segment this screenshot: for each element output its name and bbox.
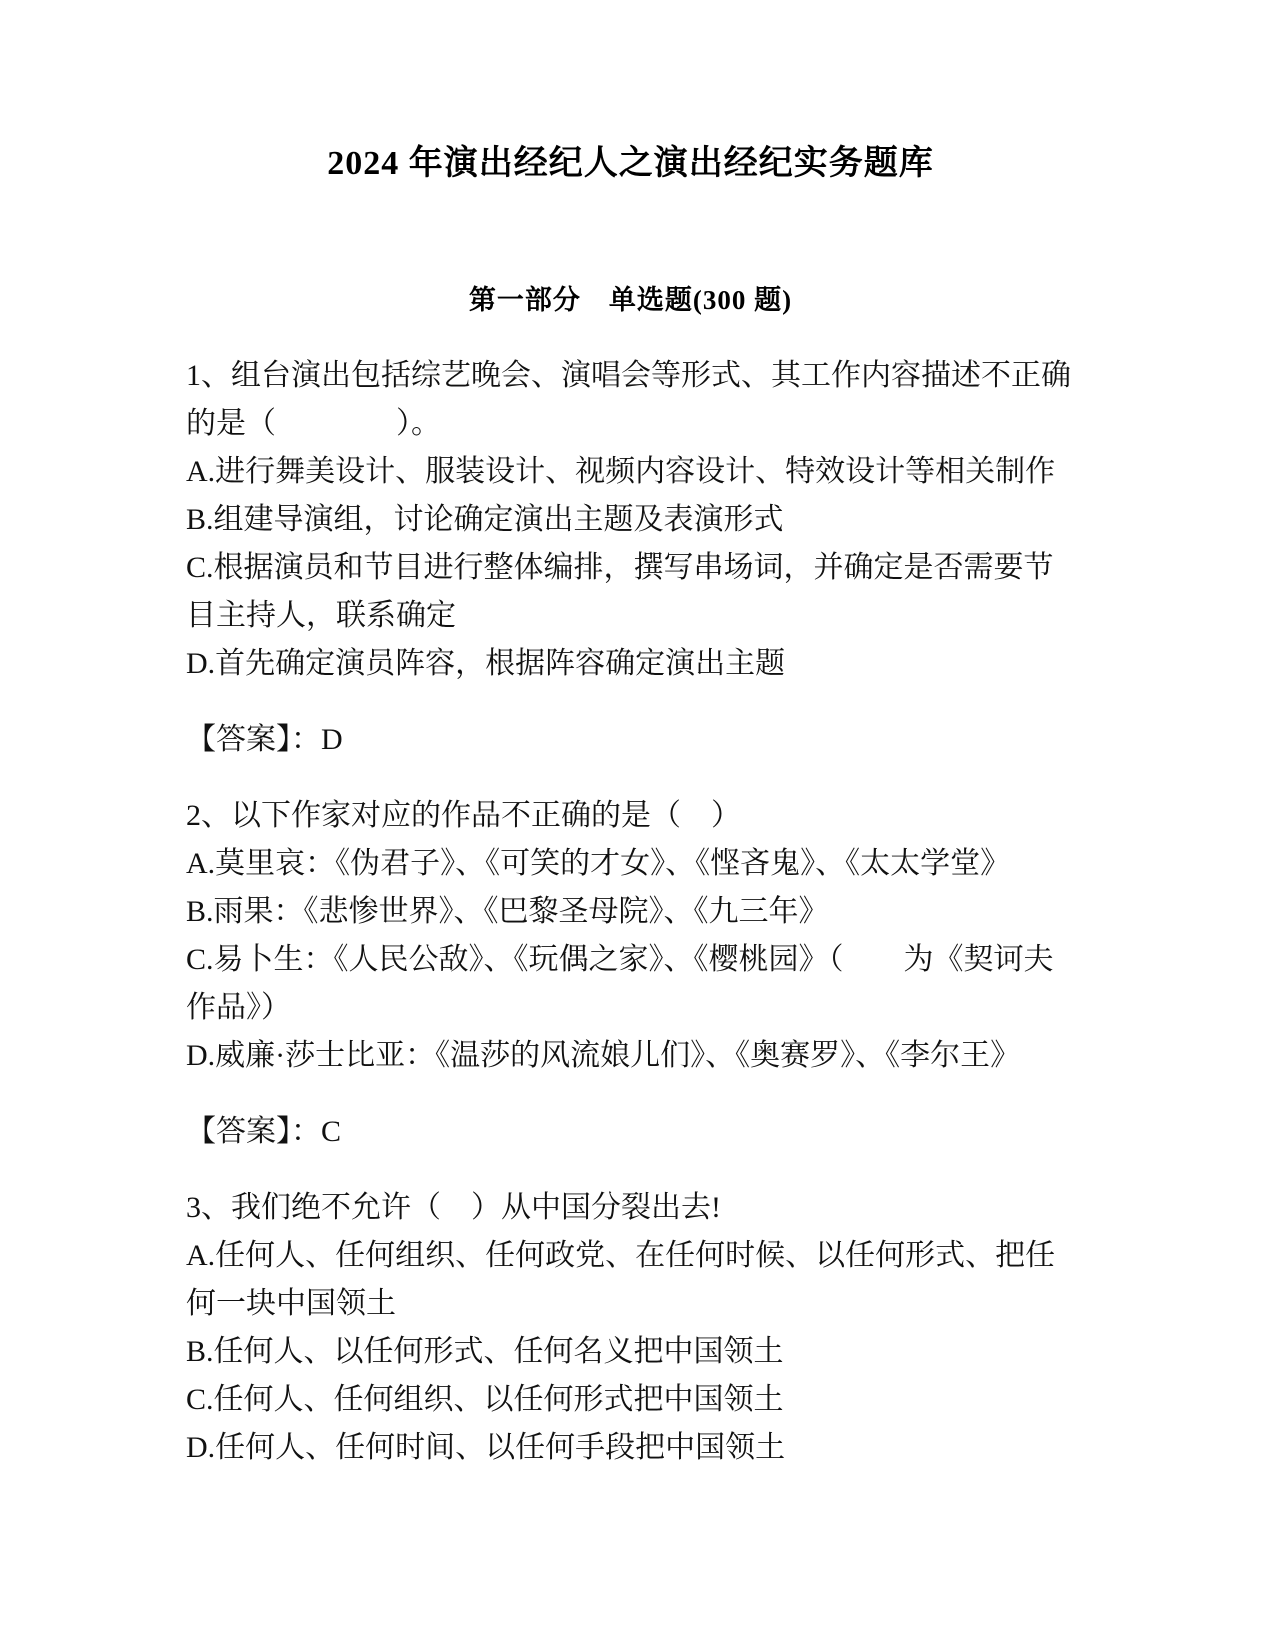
question-block-3 [186,1184,1075,1472]
question-3-option-b: B.任何人、以任何形式、任何名义把中国领土 [186,1335,784,1368]
question-2-answer: 【答案】：C [186,1115,342,1148]
question-list [186,352,1075,1472]
question-block-2 [186,792,1075,1156]
question-1-option-c: C.根据演员和节目进行整体编排，撰写串场词，并确定是否需要节目主持人，联系确定 [186,551,1054,632]
question-3-option-a: A.任何人、任何组织、任何政党、在任何时候、以任何形式、把任何一块中国领土 [186,1239,1056,1320]
question-2-option-b: B.雨果：《悲惨世界》、《巴黎圣母院》、《九三年》 [186,895,829,928]
question-3-option-d: D.任何人、任何时间、以任何手段把中国领土 [186,1431,786,1464]
question-3-stem: 3、我们绝不允许（ ）从中国分裂出去! [186,1191,721,1224]
question-1-answer: 【答案】：D [186,723,343,756]
question-1-option-a: A.进行舞美设计、服装设计、视频内容设计、特效设计等相关制作 [186,455,1056,488]
question-1-option-d: D.首先确定演员阵容，根据阵容确定演出主题 [186,647,786,680]
question-2-option-a: A.莫里哀：《伪君子》、《可笑的才女》、《悭吝鬼》、《太太学堂》 [186,847,1011,880]
question-3-option-c: C.任何人、任何组织、以任何形式把中国领土 [186,1383,784,1416]
question-1-option-b: B.组建导演组，讨论确定演出主题及表演形式 [186,503,784,536]
question-1-stem: 1、组台演出包括综艺晚会、演唱会等形式、其工作内容描述不正确的是（ ）。 [186,359,1071,440]
question-2-option-c: C.易卜生：《人民公敌》、《玩偶之家》、《樱桃园》（ 为《契诃夫作品》） [186,943,1054,1024]
question-block-1 [186,352,1075,764]
question-2-option-d: D.威廉·莎士比亚：《温莎的风流娘儿们》、《奥赛罗》、《李尔王》 [186,1039,1021,1072]
section-heading: 第一部分 单选题(300 题) [468,285,793,315]
document-title: 2024 年演出经纪人之演出经纪实务题库 [327,145,934,182]
question-2-stem: 2、以下作家对应的作品不正确的是（ ） [186,799,741,832]
